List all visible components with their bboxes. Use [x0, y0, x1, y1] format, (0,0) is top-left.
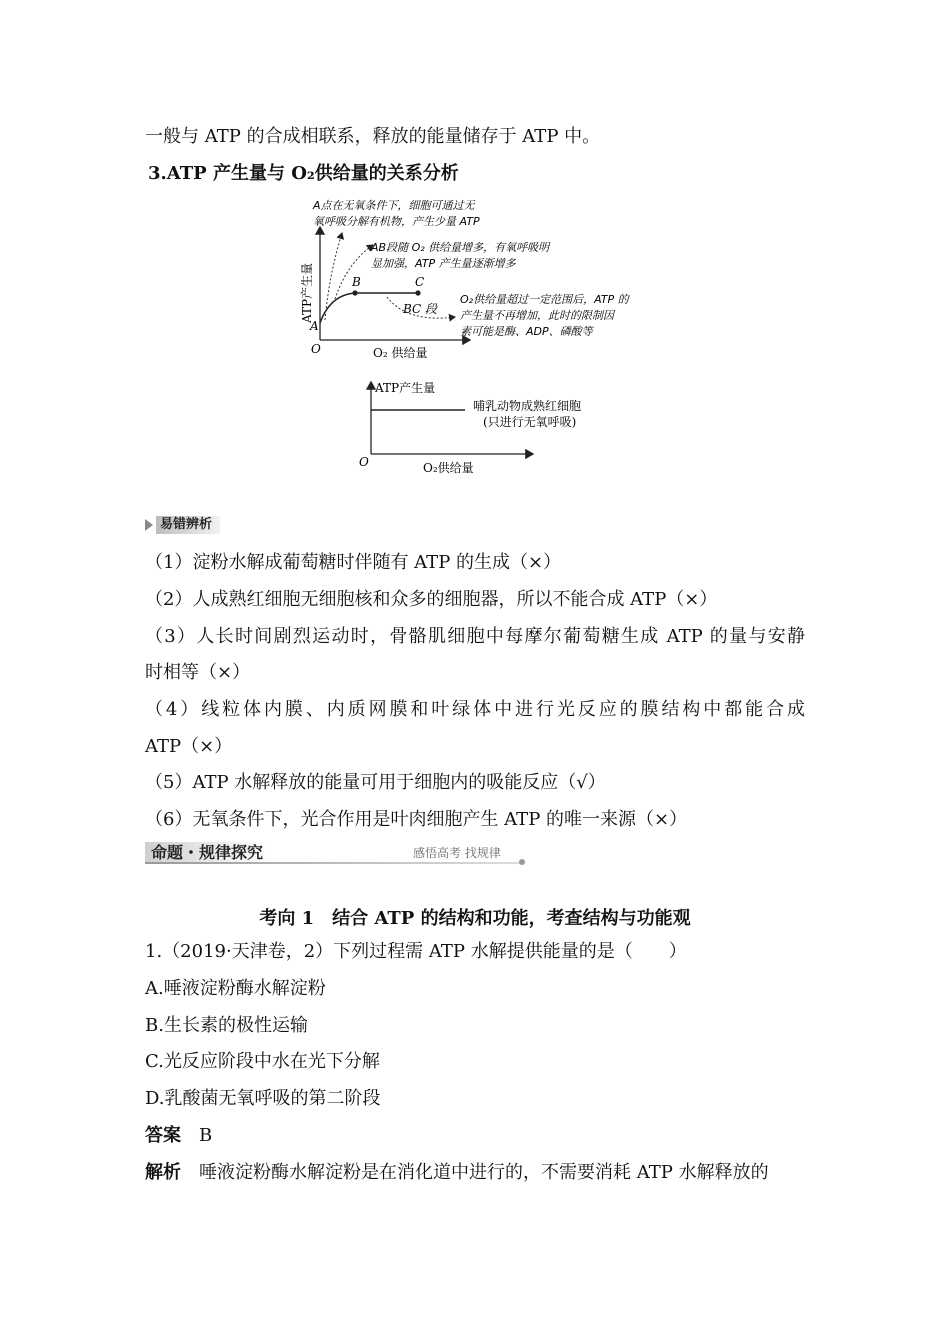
point-b: [352, 290, 357, 295]
point-a-label: A: [310, 319, 319, 333]
judgment-item: （4）线粒体内膜、内质网膜和叶绿体中进行光反应的膜结构中都能合成: [145, 699, 805, 720]
answer-value: B: [199, 1125, 213, 1146]
option-b: B.生长素的极性运输: [145, 1015, 308, 1036]
banner-rule: [145, 862, 521, 864]
note-bc-3: 素可能是酶、ADP、磷酸等: [460, 325, 593, 338]
y-axis-label: ATP产生量: [300, 262, 314, 323]
analysis-text: 唾液淀粉酶水解淀粉是在消化道中进行的，不需要消耗 ATP 水解释放的: [199, 1162, 769, 1183]
bc-label: BC 段: [403, 302, 438, 316]
error-analysis-tag: [145, 516, 220, 534]
triangle-icon: [145, 519, 153, 531]
point-c-label: C: [415, 275, 425, 289]
note-a-1: A点在无氧条件下，细胞可通过无: [313, 199, 475, 212]
error-analysis-label: 易错辨析: [156, 516, 220, 534]
origin-label: O: [359, 455, 369, 469]
judgment-item: （3）人长时间剧烈运动时，骨骼肌细胞中每摩尔葡萄糖生成 ATP 的量与安静: [145, 626, 805, 647]
option-a: A.唾液淀粉酶水解淀粉: [145, 978, 326, 999]
note-ab-2: 显加强，ATP 产生量逐渐增多: [371, 257, 516, 270]
judgment-item: （5）ATP 水解释放的能量可用于细胞内的吸能反应（√）: [145, 772, 606, 793]
y-axis-label: ATP产生量: [375, 381, 436, 395]
answer-label: 答案: [145, 1125, 181, 1146]
note-a-2: 氧呼吸分解有机物，产生少量 ATP: [313, 215, 480, 228]
banner-dot: [519, 859, 525, 865]
note-ab-1: AB段随 O₂ 供给量增多，有氧呼吸明: [371, 241, 550, 254]
intro-line: 一般与 ATP 的合成相联系，释放的能量储存于 ATP 中。: [145, 126, 601, 147]
judgment-item-cont: 时相等（×）: [145, 662, 251, 683]
topic-title: 考向 1 结合 ATP 的结构和功能，考查结构与功能观: [259, 908, 691, 929]
erythrocyte-chart: [355, 378, 615, 480]
atp-o2-chart: [295, 195, 675, 365]
question-stem: 1.（2019·天津卷，2）下列过程需 ATP 水解提供能量的是（ ）: [145, 941, 687, 962]
answer-line: [145, 1124, 212, 1148]
line-label-2: (只进行无氧呼吸): [483, 415, 577, 429]
judgment-item-cont: ATP（×）: [145, 736, 233, 757]
x-axis-label: O₂供给量: [423, 461, 474, 475]
judgment-item: （2）人成熟红细胞无细胞核和众多的细胞器，所以不能合成 ATP（×）: [145, 589, 718, 610]
analysis-line: [145, 1161, 769, 1185]
section-banner: [145, 842, 525, 864]
section-title: 3.ATP 产生量与 O₂供给量的关系分析: [148, 163, 459, 184]
point-b-label: B: [352, 275, 361, 289]
option-d: D.乳酸菌无氧呼吸的第二阶段: [145, 1088, 381, 1109]
line-label-1: 哺乳动物成熟红细胞: [473, 399, 582, 413]
judgment-item: （6）无氧条件下，光合作用是叶肉细胞产生 ATP 的唯一来源（×）: [145, 809, 688, 830]
note-bc-1: O₂供给量超过一定范围后，ATP 的: [460, 293, 629, 306]
banner-title: 命题・规律探究: [145, 842, 269, 864]
point-c: [415, 290, 420, 295]
x-axis-label: O₂ 供给量: [373, 346, 428, 360]
judgment-item: （1）淀粉水解成葡萄糖时伴随有 ATP 的生成（×）: [145, 552, 562, 573]
note-bc-2: 产生量不再增加，此时的限制因: [460, 309, 614, 322]
option-c: C.光反应阶段中水在光下分解: [145, 1051, 380, 1072]
analysis-label: 解析: [145, 1162, 181, 1183]
banner-subtitle: 感悟高考 找规律: [413, 846, 501, 860]
origin-label: O: [311, 342, 321, 356]
